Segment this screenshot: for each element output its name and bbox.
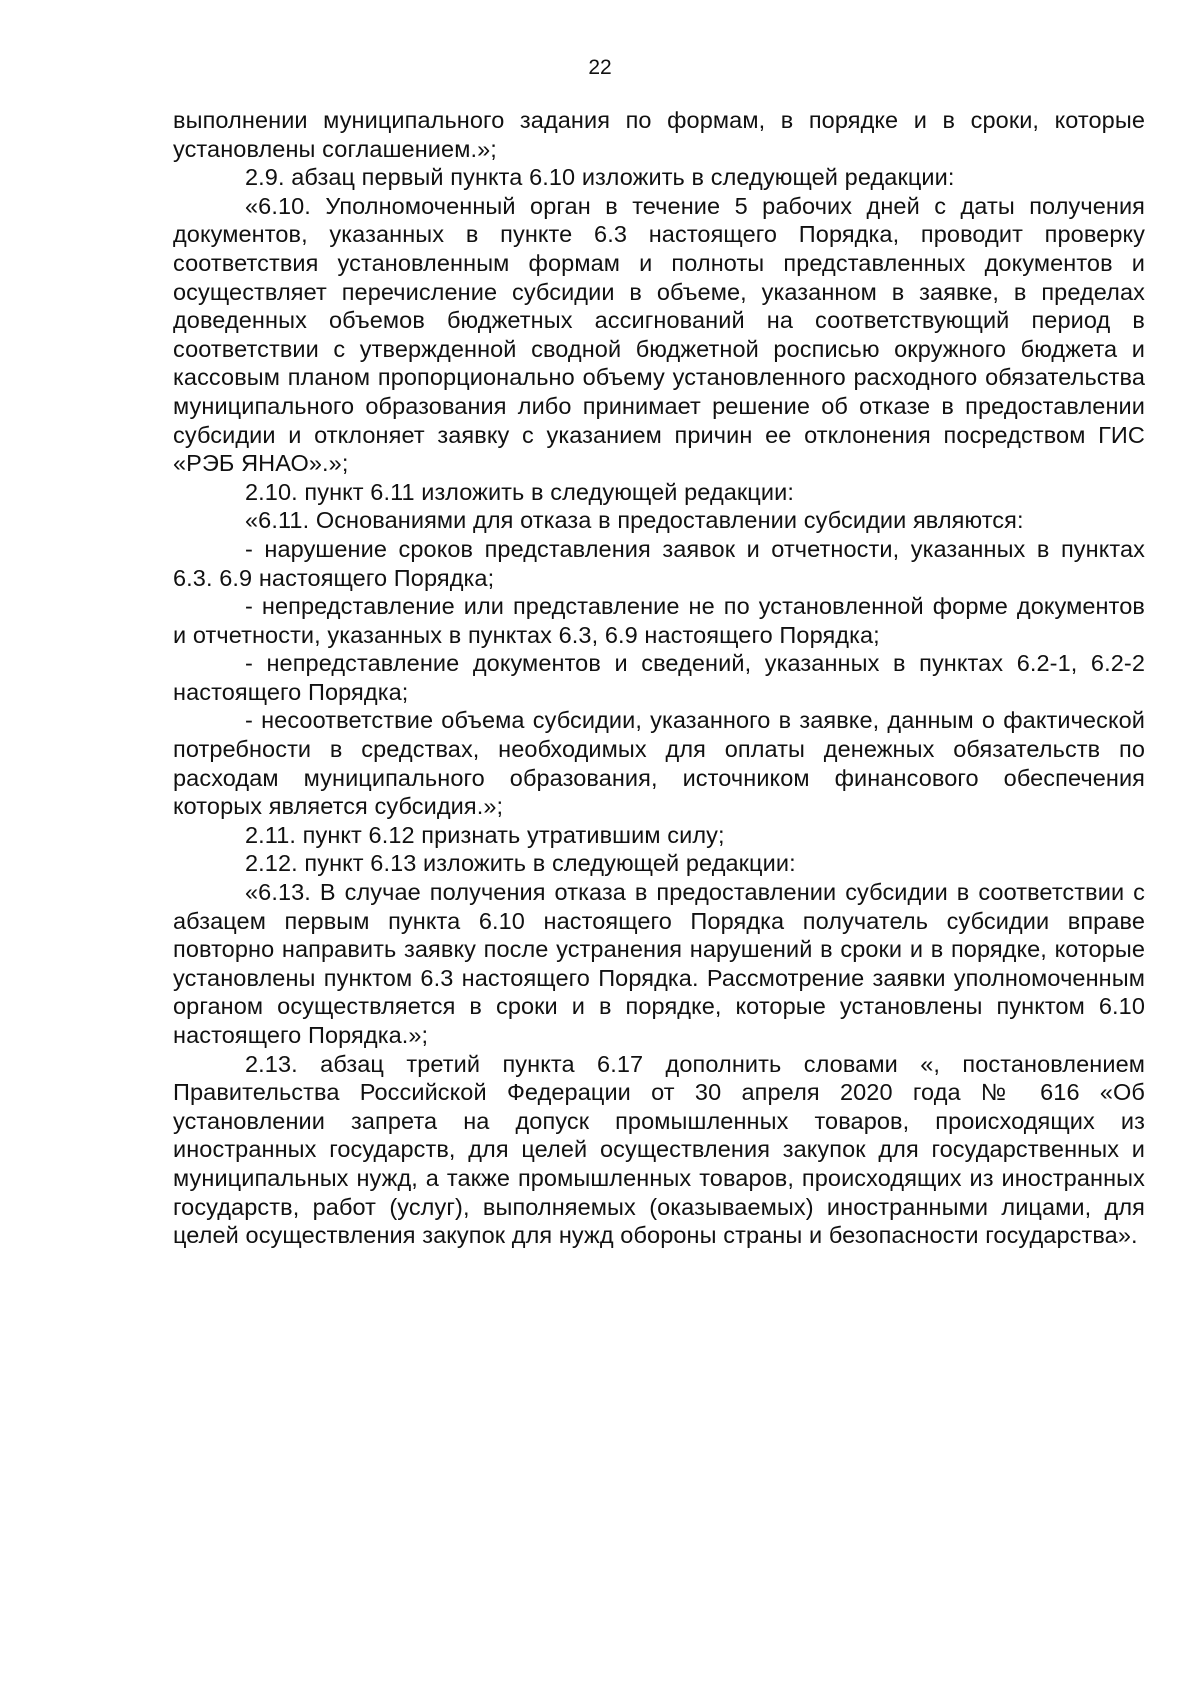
paragraph-item-2-13: 2.13. абзац третий пункта 6.17 дополнить словами «, постановлением Правительства Российской Федерации от 30 апреля 2020 года № 616 «Об установлении запрета на допуск промышленных товаров, происходящих из иностранных государств, для целей осуществления закупок для государственных и муниципальных нужд, а также промышленных товаров, происходящих из иностранных государств, работ (услуг), выполняемых (оказываемых) иностранными лицами, для целей осуществления закупок для нужд обороны страны и безопасности государства». xyxy=(173,1050,1145,1249)
page-number: 22 xyxy=(588,56,612,79)
paragraph-item-2-11: 2.11. пункт 6.12 признать утратившим силу; xyxy=(245,821,725,848)
list-item-refusal-ground-2: - непредставление или представление не по установленной форме документов и отчетности, указанных в пунктах 6.3, 6.9 настоящего Порядка; xyxy=(173,593,1145,648)
paragraph-clause-6-13: «6.13. В случае получения отказа в предоставлении субсидии в соответствии с абзацем первым пункта 6.10 настоящего Порядка получатель субсидии вправе повторно направить заявку после устранения нарушений в сроки и в порядке, которые установлены пунктом 6.3 настоящего Порядка. Рассмотрение заявки уполномоченным органом осуществляется в сроки и в порядке, которые установлены пунктом 6.10 настоящего Порядка.»; xyxy=(173,879,1145,1048)
list-item-refusal-ground-4: - несоответствие объема субсидии, указанного в заявке, данным о фактической потребности в средствах, необходимых для оплаты денежных обязательств по расходам муниципального образования, источником финансового обеспечения которых является субсидия.»; xyxy=(173,707,1145,820)
paragraph-item-2-12: 2.12. пункт 6.13 изложить в следующей редакции: xyxy=(245,850,796,877)
paragraph-clause-6-11: «6.11. Основаниями для отказа в предоставлении субсидии являются: xyxy=(245,507,1024,534)
paragraph-continuation: выполнении муниципального задания по формам, в порядке и в сроки, которые установлены соглашением.»; xyxy=(173,107,1145,162)
paragraph-clause-6-10: «6.10. Уполномоченный орган в течение 5 рабочих дней с даты получения документов, указанных в пункте 6.3 настоящего Порядка, проводит проверку соответствия установленным формам и полноты представленных документов и осуществляет перечисление субсидии в объеме, указанном в заявке, в пределах доведенных объемов бюджетных ассигнований на соответствующий период в соответствии с утвержденной сводной бюджетной росписью окружного бюджета и кассовым планом пропорционально объему установленного расходного обязательства муниципального образования либо принимает решение об отказе в предоставлении субсидии и отклоняет заявку с указанием причин ее отклонения посредством ГИС «РЭБ ЯНАО».»; xyxy=(173,192,1145,477)
list-item-refusal-ground-3: - непредставление документов и сведений, указанных в пунктах 6.2-1, 6.2-2 настоящего Порядка; xyxy=(173,650,1145,705)
document-body xyxy=(173,106,1145,1250)
paragraph-item-2-9: 2.9. абзац первый пункта 6.10 изложить в следующей редакции: xyxy=(245,164,955,191)
list-item-refusal-ground-1: - нарушение сроков представления заявок и отчетности, указанных в пунктах 6.3. 6.9 настоящего Порядка; xyxy=(173,535,1145,591)
paragraph-item-2-10: 2.10. пункт 6.11 изложить в следующей редакции: xyxy=(245,478,794,505)
